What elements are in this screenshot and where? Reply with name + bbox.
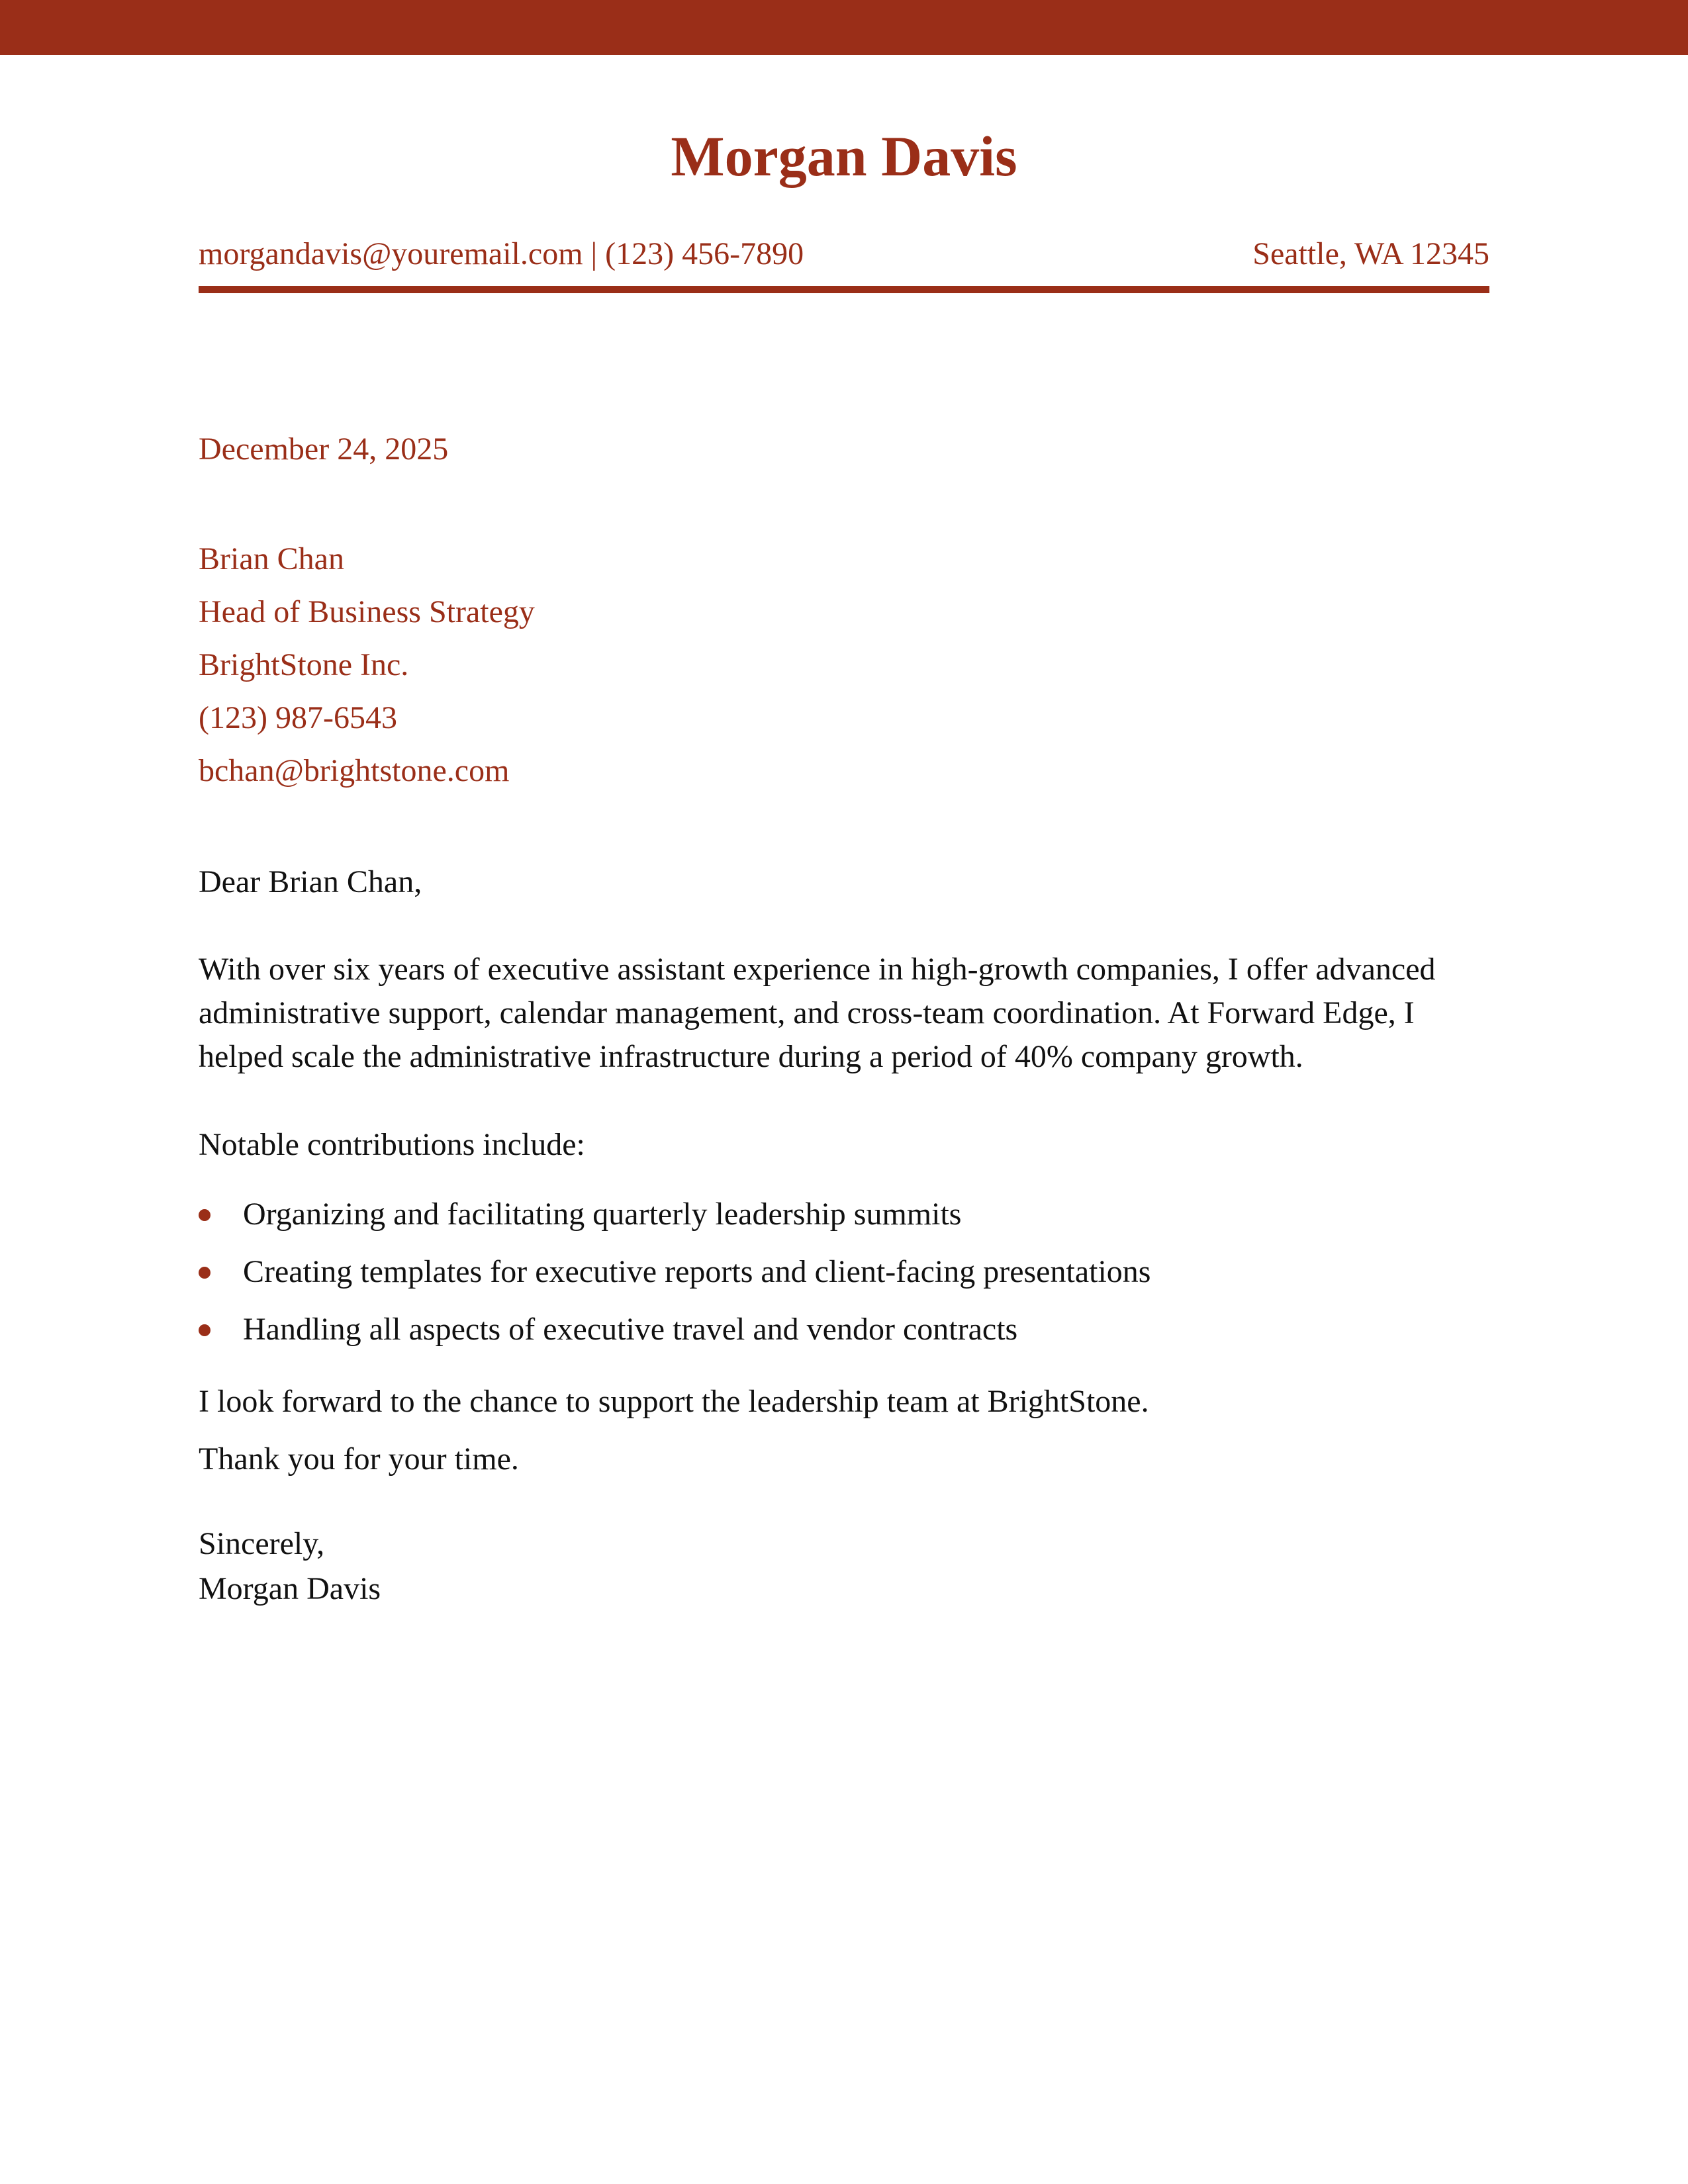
bullet-icon [199, 1324, 211, 1336]
salutation: Dear Brian Chan, [199, 864, 422, 899]
signoff: Sincerely, [199, 1526, 325, 1561]
recipient-company: BrightStone Inc. [199, 647, 409, 682]
list-item [199, 1310, 1496, 1367]
header-divider [199, 286, 1489, 293]
list-item-text: Organizing and facilitating quarterly leadership summits [243, 1197, 962, 1232]
body-paragraph: With over six years of executive assistant experience in high-growth companies, I offer advanced administrative support, calendar management, and cross-team coordination. At Forward Edge, I helped scale the administrative infrastructure during a period of 40% company growth. [199, 952, 1436, 1074]
list-item [199, 1195, 1496, 1252]
sender-name: Morgan Davis [671, 124, 1017, 188]
contact-location: Seattle, WA 12345 [1252, 236, 1489, 271]
closing-line: I look forward to the chance to support the leadership team at BrightStone. [199, 1384, 1149, 1419]
thanks-line: Thank you for your time. [199, 1441, 519, 1477]
header-band [0, 0, 1688, 55]
contributions-list [199, 1195, 1496, 1367]
bullet-icon [199, 1267, 211, 1279]
contact-email-phone: morgandavis@youremail.com | (123) 456-7890 [199, 236, 804, 271]
recipient-title: Head of Business Strategy [199, 594, 535, 629]
list-item [199, 1252, 1496, 1310]
list-item-text: Handling all aspects of executive travel and vendor contracts [243, 1312, 1018, 1347]
contributions-intro: Notable contributions include: [199, 1127, 585, 1162]
recipient-email: bchan@brightstone.com [199, 753, 510, 788]
list-item-text: Creating templates for executive reports and client-facing presentations [243, 1254, 1151, 1289]
signer-name: Morgan Davis [199, 1571, 381, 1606]
letter-date: December 24, 2025 [199, 432, 449, 467]
recipient-phone: (123) 987-6543 [199, 700, 397, 735]
recipient-block [199, 539, 535, 804]
recipient-name: Brian Chan [199, 541, 344, 576]
bullet-icon [199, 1209, 211, 1221]
